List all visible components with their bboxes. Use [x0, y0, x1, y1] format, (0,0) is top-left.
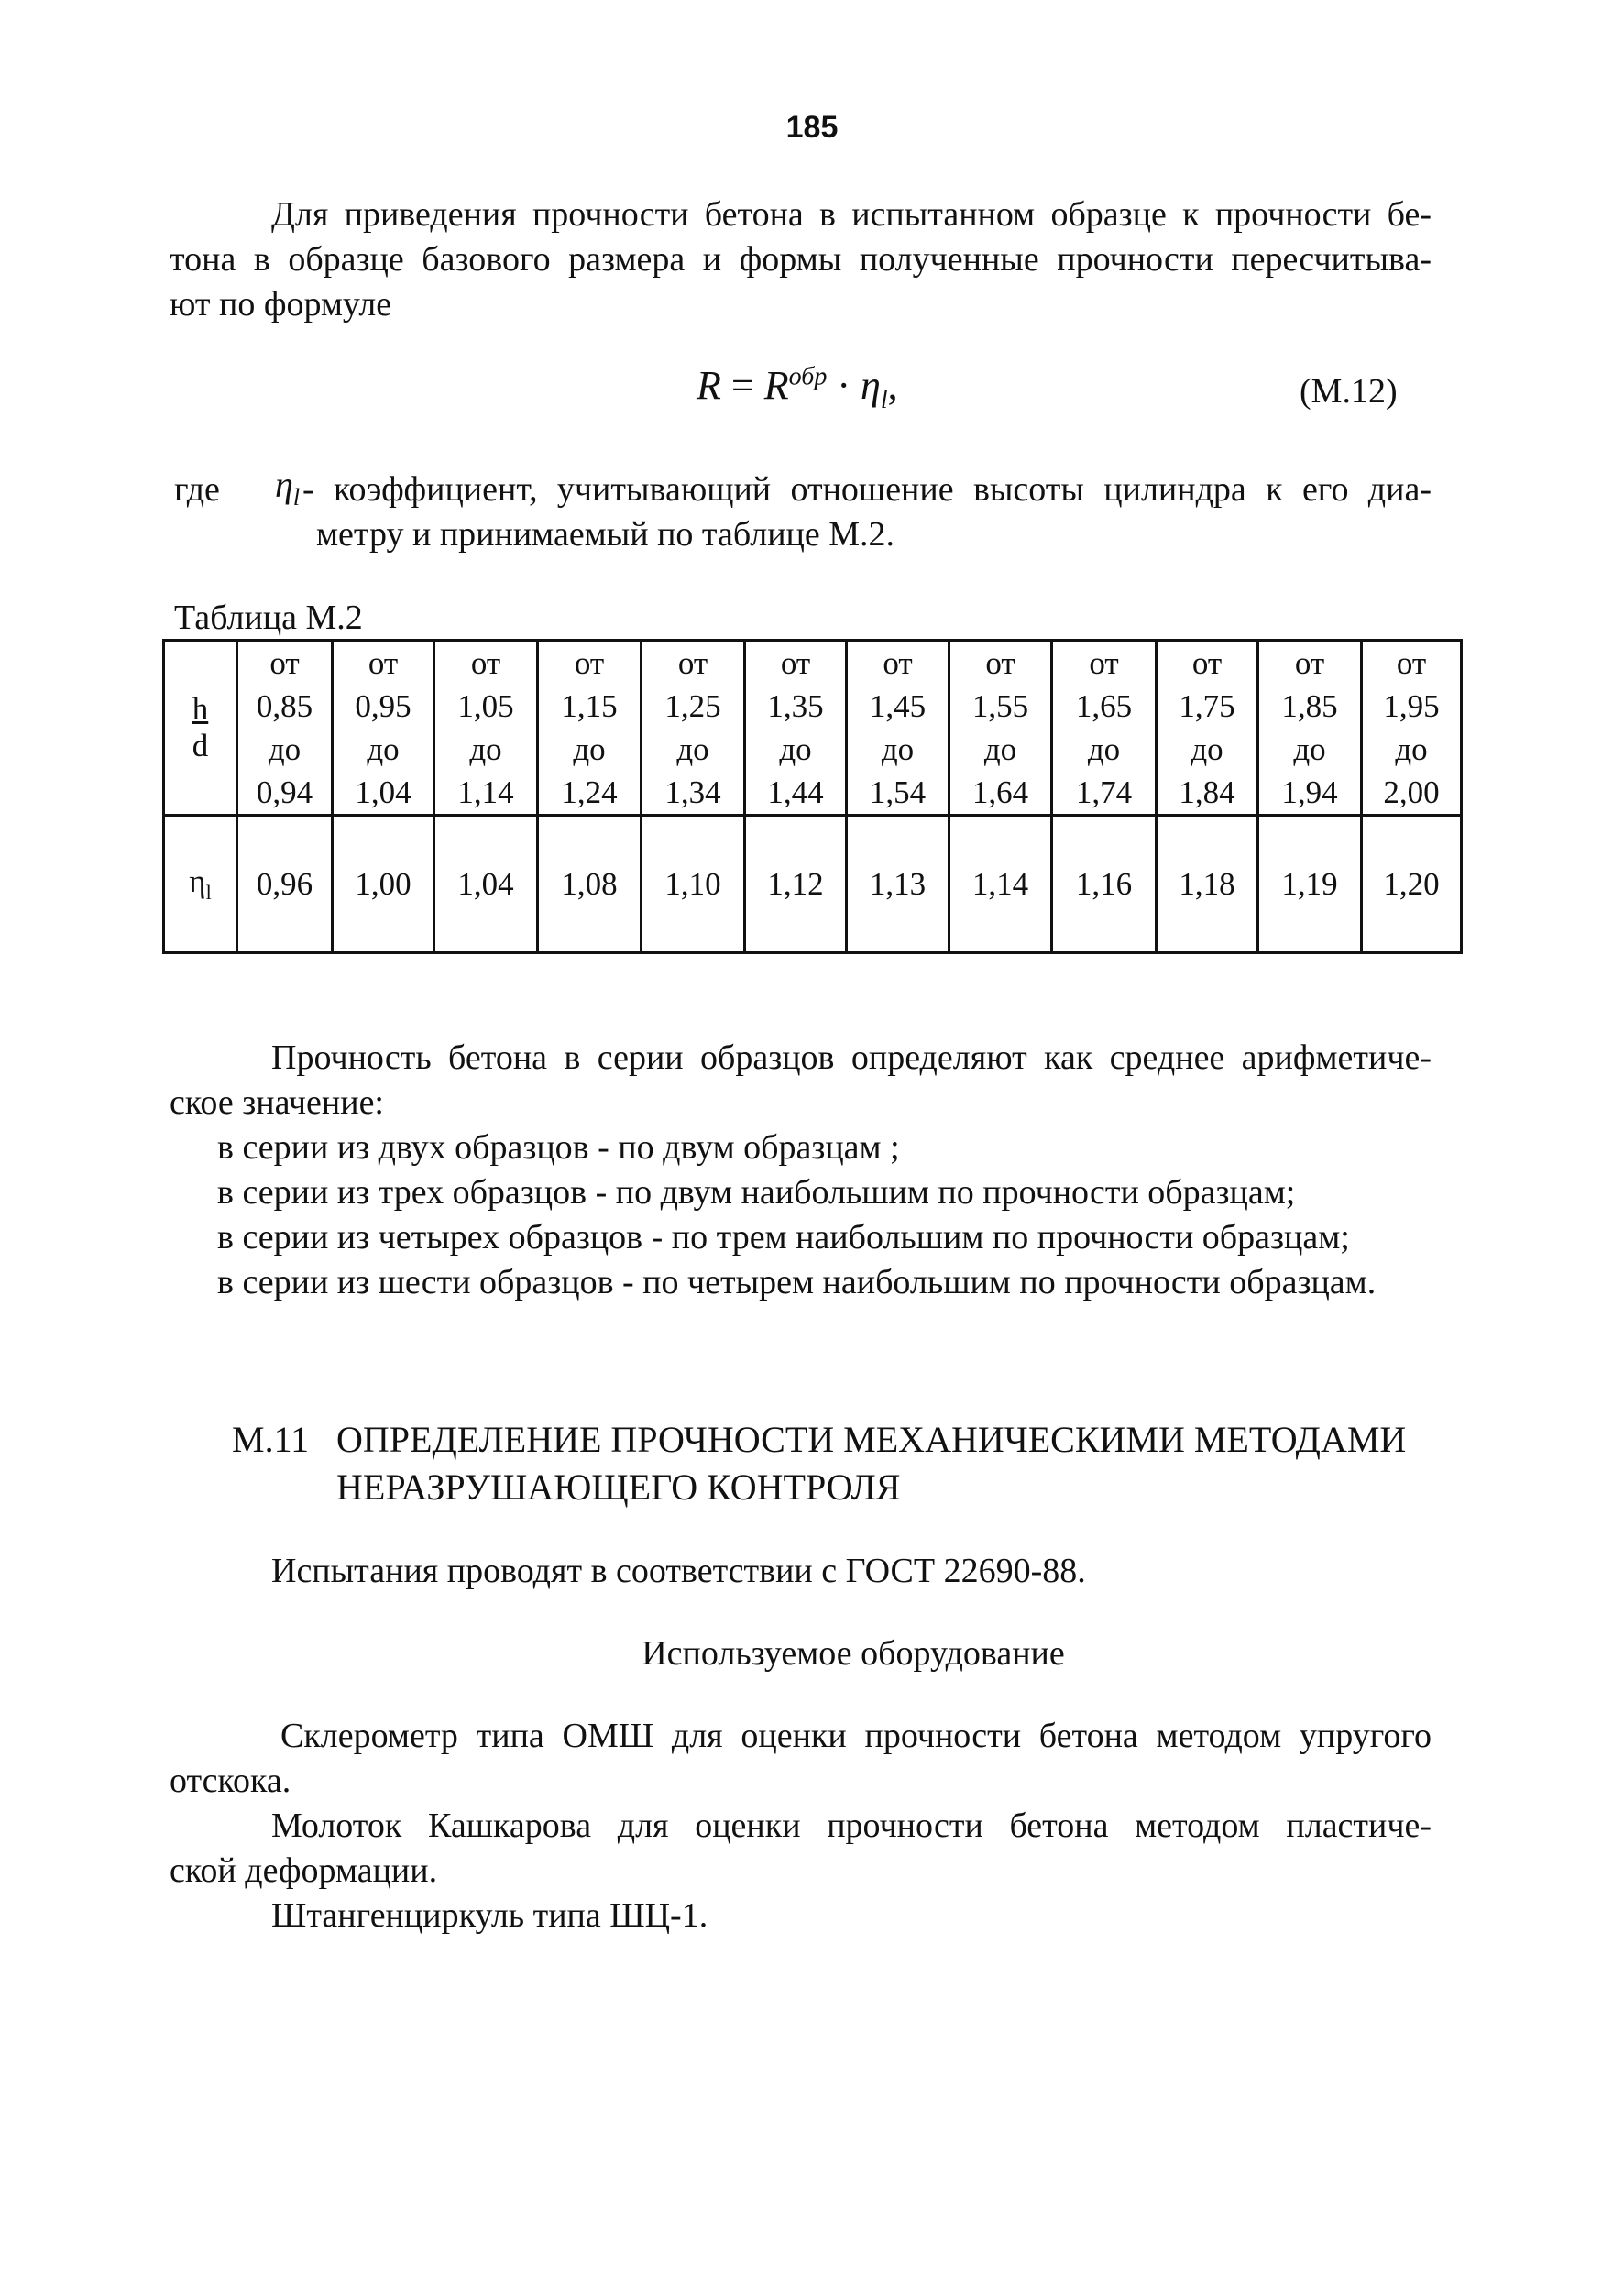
range-from-word: от — [368, 645, 399, 681]
range-to-word: до — [1293, 731, 1326, 767]
formula-comma: , — [887, 363, 898, 408]
coefficient-cell: 1,13 — [847, 816, 949, 953]
intro-line-1: Для приведения прочности бетона в испытанном образце к прочности бе- — [271, 195, 1432, 234]
coefficient-cell: 1,10 — [642, 816, 745, 953]
section-title-line-2: НЕРАЗРУШАЮЩЕГО КОНТРОЛЯ — [336, 1466, 901, 1508]
intro-line-2: тона в образце базового размера и формы полученные прочности пересчитыва- — [170, 240, 1432, 279]
table-caption: Таблица М.2 — [174, 598, 363, 637]
coefficient-cell: 1,19 — [1258, 816, 1362, 953]
range-from: 1,25 — [664, 688, 721, 724]
formula-eta-sub: l — [880, 385, 888, 414]
range-cell — [745, 641, 847, 816]
formula-eta: η — [860, 363, 881, 408]
page-number: 185 — [785, 110, 839, 145]
range-cell — [949, 641, 1052, 816]
where-symbol — [275, 463, 300, 511]
range-cell — [1052, 641, 1157, 816]
table-row-ranges — [164, 641, 1462, 816]
range-from-word: от — [780, 645, 811, 681]
formula-dot: · — [827, 363, 861, 408]
coefficient-cell: 1,16 — [1052, 816, 1157, 953]
where-line-1: - коэффициент, учитывающий отношение высоты цилиндра к его диа- — [302, 470, 1432, 509]
coefficient-cell: 1,18 — [1157, 816, 1258, 953]
range-from: 1,05 — [457, 688, 514, 724]
coefficient-cell: 0,96 — [237, 816, 333, 953]
equipment-item-1-line-1: Склерометр типа ОМШ для оценки прочности бетона методом упругого — [280, 1717, 1432, 1755]
series-line-1: Прочность бетона в серии образцов определяют как среднее арифметиче- — [271, 1038, 1432, 1077]
range-cell — [847, 641, 949, 816]
range-to: 1,24 — [561, 774, 618, 810]
equipment-item-3: Штангенциркуль типа ШЦ-1. — [271, 1896, 708, 1935]
range-to: 1,74 — [1075, 774, 1133, 810]
series-line-2: ское значение: — [170, 1083, 384, 1122]
range-to: 1,34 — [664, 774, 721, 810]
formula-lhs: R — [697, 363, 721, 408]
range-to-word: до — [1191, 731, 1223, 767]
equipment-item-2-line-2: ской деформации. — [170, 1851, 438, 1890]
range-to: 1,84 — [1179, 774, 1235, 810]
range-to: 2,00 — [1383, 774, 1440, 810]
range-cell — [333, 641, 434, 816]
eta-label-sub: l — [205, 881, 212, 904]
range-to: 1,04 — [355, 774, 411, 810]
coefficient-cell: 1,08 — [538, 816, 642, 953]
range-to: 1,14 — [457, 774, 514, 810]
where-word: где — [174, 470, 220, 509]
coefficient-cell: 1,00 — [333, 816, 434, 953]
equipment-item-2-line-1: Молоток Кашкарова для оценки прочности бетона методом пластиче- — [271, 1806, 1432, 1845]
series-item: в серии из четырех образцов - по трем наибольшим по прочности образцам; — [217, 1218, 1350, 1257]
range-from: 1,15 — [561, 688, 618, 724]
range-from: 1,45 — [869, 688, 927, 724]
formula-superscript: обр — [788, 362, 828, 391]
range-from-word: от — [269, 645, 300, 681]
range-from-word: от — [985, 645, 1015, 681]
range-from-word: от — [574, 645, 605, 681]
range-to: 1,94 — [1281, 774, 1338, 810]
series-item: в серии из двух образцов - по двум образцам ; — [217, 1128, 900, 1167]
coefficient-cell: 1,04 — [434, 816, 538, 953]
range-from-word: от — [677, 645, 708, 681]
range-to-word: до — [983, 731, 1017, 767]
coefficient-cell: 1,12 — [745, 816, 847, 953]
section-title-line-1: ОПРЕДЕЛЕНИЕ ПРОЧНОСТИ МЕХАНИЧЕСКИМИ МЕТОДАМИ — [336, 1419, 1407, 1460]
where-eta: η — [275, 464, 293, 505]
formula-equals: = — [720, 363, 764, 408]
coefficient-cell: 1,14 — [949, 816, 1052, 953]
range-from-word: от — [1089, 645, 1119, 681]
range-to-word: до — [1087, 731, 1121, 767]
equation-number: (М.12) — [1300, 372, 1398, 411]
range-from-word: от — [1191, 645, 1223, 681]
range-cell — [1258, 641, 1362, 816]
range-from: 1,35 — [767, 688, 824, 724]
range-from: 1,85 — [1281, 688, 1338, 724]
coefficient-cell: 1,20 — [1362, 816, 1462, 953]
range-from-word: от — [470, 645, 501, 681]
tests-text: Испытания проводят в соответствии с ГОСТ 22690-88. — [271, 1552, 1086, 1590]
range-cell — [1362, 641, 1462, 816]
range-from: 0,95 — [355, 688, 411, 724]
series-item: в серии из шести образцов - по четырем наибольшим по прочности образцам. — [217, 1263, 1377, 1301]
range-cell — [642, 641, 745, 816]
range-to-word: до — [367, 731, 400, 767]
where-line-2: метру и принимаемый по таблице М.2. — [316, 515, 895, 554]
where-eta-sub: l — [292, 484, 301, 511]
section-number: М.11 — [232, 1419, 310, 1460]
range-from: 0,85 — [256, 688, 313, 724]
intro-line-3: ют по формуле — [170, 285, 392, 324]
range-from-word: от — [1396, 645, 1427, 681]
range-from: 1,95 — [1383, 688, 1440, 724]
series-item: в серии из трех образцов - по двум наибольшим по прочности образцам; — [217, 1173, 1296, 1212]
range-to-word: до — [676, 731, 709, 767]
range-to-word: до — [469, 731, 502, 767]
range-from-word: от — [883, 645, 913, 681]
range-cell — [1157, 641, 1258, 816]
eta-label-cell — [164, 816, 237, 953]
range-cell — [538, 641, 642, 816]
range-to-word: до — [779, 731, 812, 767]
range-to: 1,54 — [869, 774, 927, 810]
range-to: 0,94 — [256, 774, 313, 810]
ratio-label-cell — [164, 641, 237, 816]
formula-base: R — [763, 363, 789, 408]
range-from: 1,75 — [1179, 688, 1235, 724]
range-cell — [434, 641, 538, 816]
equipment-item-1-line-2: отскока. — [170, 1762, 291, 1800]
range-from: 1,65 — [1075, 688, 1133, 724]
range-to-word: до — [1395, 731, 1428, 767]
range-cell — [237, 641, 333, 816]
range-to: 1,44 — [767, 774, 824, 810]
coefficient-table — [162, 639, 1463, 954]
range-to-word: до — [881, 731, 915, 767]
eta-label: η — [189, 863, 206, 899]
ratio-label-h: h — [192, 691, 209, 727]
range-from-word: от — [1294, 645, 1325, 681]
range-to: 1,64 — [971, 774, 1029, 810]
range-to-word: до — [268, 731, 302, 767]
range-to-word: до — [573, 731, 606, 767]
formula — [697, 362, 898, 415]
ratio-label-d: d — [192, 728, 209, 763]
equipment-heading: Используемое оборудование — [642, 1634, 1065, 1673]
table-row-coefficients — [164, 816, 1462, 953]
range-from: 1,55 — [971, 688, 1029, 724]
